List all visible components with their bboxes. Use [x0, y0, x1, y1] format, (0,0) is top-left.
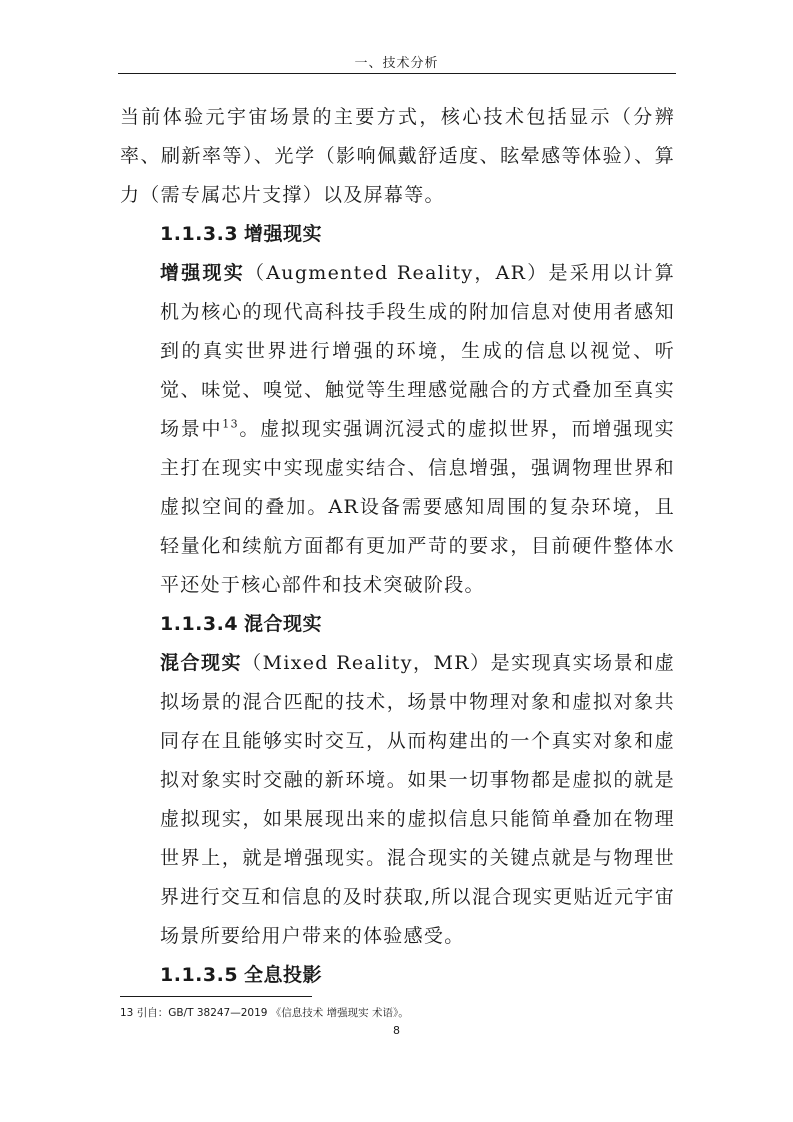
ar-text-part2: 。虚拟现实强调沉浸式的虚拟世界，而增强现实主打在现实中实现虚实结合、信息增强，强调物理世界和虚拟空间的叠加。AR设备需要感知周围的复杂环境，且轻量化和续航方面都有更加严苛的要求，目前硬件整体水平还处于核心部件和技术突破阶段。 [160, 418, 675, 596]
footnote-reference: 13 [222, 417, 239, 431]
footnote-text: 13 引自：GB/T 38247—2019 《信息技术 增强现实 术语》。 [120, 1007, 409, 1019]
section-number: 1.1.3.4 [160, 613, 239, 635]
section-heading-mr [120, 605, 675, 644]
term-ar: 增强现实 [160, 262, 246, 284]
mr-paragraph [120, 644, 675, 956]
page-body [120, 98, 675, 995]
header-divider [118, 73, 676, 74]
section-title: 全息投影 [244, 964, 323, 986]
running-header: 一、技术分析 [354, 56, 439, 71]
section-heading-ar [120, 215, 675, 254]
section-number: 1.1.3.3 [160, 223, 239, 245]
section-heading-holography [120, 956, 675, 995]
intro-paragraph: 当前体验元宇宙场景的主要方式，核心技术包括显示（分辨率、刷新率等）、光学（影响佩戴舒适度、眩晕感等体验）、算力（需专属芯片支撑）以及屏幕等。 [120, 106, 675, 206]
term-mr: 混合现实 [160, 652, 243, 674]
section-title: 增强现实 [244, 223, 323, 245]
section-number: 1.1.3.5 [160, 964, 239, 986]
page-number: 8 [393, 1024, 400, 1037]
ar-text-part1: （Augmented Reality，AR）是采用以计算机为核心的现代高科技手段生成的附加信息对使用者感知到的真实世界进行增强的环境，生成的信息以视觉、听觉、味觉、嗅觉、触觉等生理感觉融合的方式叠加至真实场景中 [160, 262, 676, 440]
ar-paragraph [120, 254, 675, 605]
mr-text: （Mixed Reality，MR）是实现真实场景和虚拟场景的混合匹配的技术，场景中物理对象和虚拟对象共同存在且能够实时交互，从而构建出的一个真实对象和虚拟对象实时交融的新环境。如果一切事物都是虚拟的就是虚拟现实，如果展现出来的虚拟信息只能简单叠加在物理世界上，就是增强现实。混合现实的关键点就是与物理世界进行交互和信息的及时获取,所以混合现实更贴近元宇宙场景所要给用户带来的体验感受。 [160, 652, 675, 947]
section-title: 混合现实 [244, 613, 323, 635]
footnote-divider [120, 996, 312, 997]
